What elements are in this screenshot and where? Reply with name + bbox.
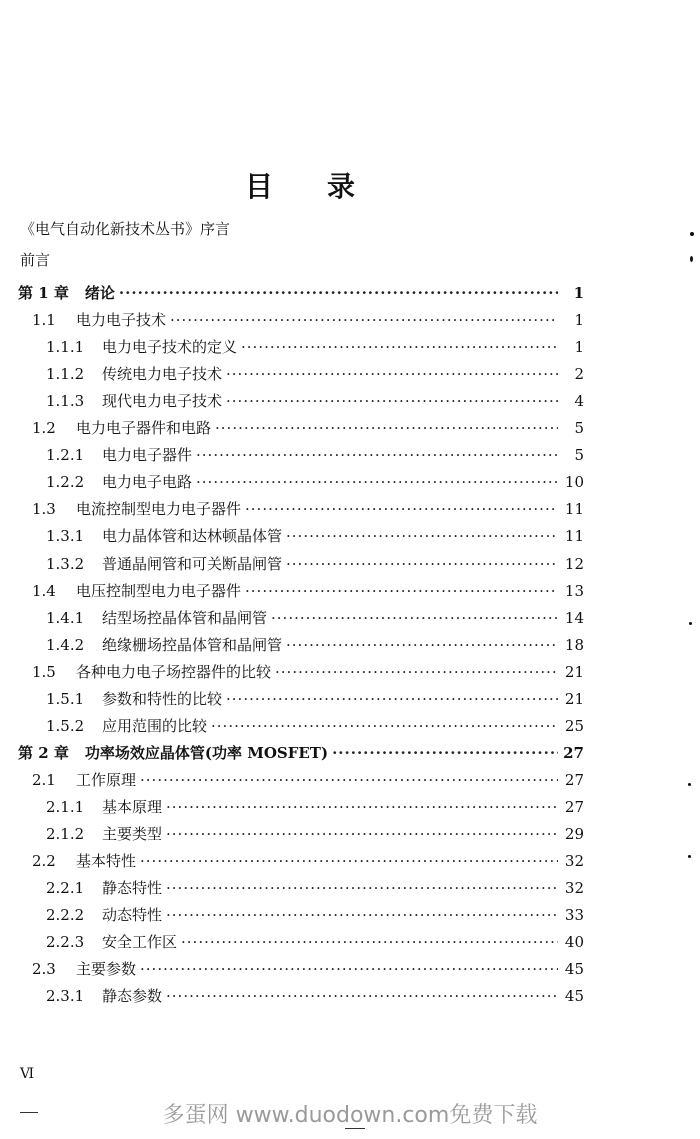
toc-entry-number: 2.3.1 bbox=[46, 987, 85, 1005]
toc-entry-number: 1.5.2 bbox=[46, 717, 85, 735]
toc-entry-number: 2.2.2 bbox=[46, 906, 85, 924]
toc-subsection-row bbox=[46, 363, 584, 385]
toc-entry-number: 1.2.1 bbox=[46, 446, 85, 464]
toc-leader-dots bbox=[166, 904, 558, 926]
title-char-left: 目 bbox=[244, 170, 273, 203]
toc-entry-title: 电力电子器件和电路 bbox=[76, 419, 212, 437]
toc-entry-title: 绪论 bbox=[84, 284, 115, 302]
toc-page-number: 11 bbox=[564, 500, 584, 518]
toc-page-number: 29 bbox=[564, 825, 584, 843]
toc-page-number: 2 bbox=[574, 365, 584, 383]
toc-section-row bbox=[32, 309, 584, 331]
toc-leader-dots bbox=[286, 553, 558, 575]
toc-leader-dots bbox=[166, 985, 558, 1007]
toc-page-number: 32 bbox=[564, 852, 584, 870]
toc-entry-number: 1.4.1 bbox=[46, 609, 85, 627]
toc-entry-title: 基本原理 bbox=[102, 798, 163, 816]
scan-speck bbox=[688, 783, 691, 786]
toc-page-number: 21 bbox=[564, 663, 584, 681]
toc-entry-title: 应用范围的比较 bbox=[102, 717, 208, 735]
toc-leader-dots bbox=[196, 471, 558, 493]
toc-entry-number: 1.4.2 bbox=[46, 636, 85, 654]
toc-entry-title: 功率场效应晶体管(功率 MOSFET) bbox=[84, 744, 329, 762]
toc-leader-dots bbox=[271, 607, 558, 629]
toc-entry-number: 1.1.2 bbox=[46, 365, 85, 383]
toc-subsection-row bbox=[46, 471, 584, 493]
toc-leader-dots bbox=[215, 417, 558, 439]
toc-entry-number: 第 2 章 bbox=[18, 744, 69, 762]
toc-leader-dots bbox=[181, 931, 558, 953]
toc-entry-number: 2.2 bbox=[32, 852, 56, 870]
toc-section-row bbox=[32, 417, 584, 439]
toc-entry-number: 1.5.1 bbox=[46, 690, 85, 708]
toc-entry-number: 2.2.1 bbox=[46, 879, 85, 897]
toc-entry-number: 1.5 bbox=[32, 663, 56, 681]
toc-page-number: 25 bbox=[564, 717, 584, 735]
front-matter-series-preface: 《电气自动化新技术丛书》序言 bbox=[20, 220, 231, 238]
toc-page-number: 1 bbox=[574, 338, 584, 356]
toc-leader-dots bbox=[140, 958, 558, 980]
toc-entry-title: 静态特性 bbox=[102, 879, 163, 897]
toc-entry-number: 2.1.2 bbox=[46, 825, 85, 843]
toc-entry-title: 结型场控晶体管和晶闸管 bbox=[102, 609, 268, 627]
toc-subsection-row bbox=[46, 607, 584, 629]
toc-leader-dots bbox=[211, 715, 558, 737]
toc-page-number: 10 bbox=[564, 473, 584, 491]
toc-subsection-row bbox=[46, 390, 584, 412]
toc-entry-number: 1.2.2 bbox=[46, 473, 85, 491]
toc-page-number: 18 bbox=[564, 636, 584, 654]
toc-page-number: 1 bbox=[573, 284, 584, 302]
toc-subsection-row bbox=[46, 904, 584, 926]
toc-entry-title: 绝缘栅场控晶体管和晶闸管 bbox=[102, 636, 283, 654]
toc-leader-dots bbox=[226, 390, 558, 412]
page-title bbox=[0, 165, 600, 205]
toc-page-number: 40 bbox=[564, 933, 584, 951]
toc-leader-dots bbox=[140, 769, 558, 791]
toc-leader-dots bbox=[166, 877, 558, 899]
toc-entry-title: 基本特性 bbox=[76, 852, 137, 870]
scan-speck bbox=[690, 232, 694, 236]
toc-page-number: 45 bbox=[564, 987, 584, 1005]
toc-entry-title: 静态参数 bbox=[102, 987, 163, 1005]
toc-entry-title: 动态特性 bbox=[102, 906, 163, 924]
toc-leader-dots bbox=[226, 363, 558, 385]
toc-entry-title: 电力电子技术的定义 bbox=[102, 338, 238, 356]
toc-leader-dots bbox=[170, 309, 558, 331]
toc-entry-title: 安全工作区 bbox=[102, 933, 178, 951]
toc-subsection-row bbox=[46, 688, 584, 710]
toc-chapter-row bbox=[18, 282, 584, 304]
toc-entry-title: 工作原理 bbox=[76, 771, 137, 789]
toc-entry-title: 电力晶体管和达林顿晶体管 bbox=[102, 527, 283, 545]
toc-entry-number: 1.4 bbox=[32, 582, 56, 600]
toc-entry-number: 2.1 bbox=[32, 771, 56, 789]
toc-entry-title: 电力电子技术 bbox=[76, 311, 167, 329]
toc-subsection-row bbox=[46, 336, 584, 358]
toc-entry-number: 1.3.2 bbox=[46, 555, 85, 573]
toc-entry-number: 1.3.1 bbox=[46, 527, 85, 545]
watermark: 多蛋网 www.duodown.com免费下载 bbox=[162, 1103, 538, 1128]
toc-entry-title: 电流控制型电力电子器件 bbox=[76, 500, 242, 518]
toc-leader-dots bbox=[245, 580, 558, 602]
toc-leader-dots bbox=[166, 823, 558, 845]
toc-section-row bbox=[32, 661, 584, 683]
toc-entry-title: 电力电子器件 bbox=[102, 446, 193, 464]
toc-entry-title: 普通晶闸管和可关断晶闸管 bbox=[102, 555, 283, 573]
toc-page-number: 1 bbox=[574, 311, 584, 329]
toc-leader-dots bbox=[140, 850, 558, 872]
toc-subsection-row bbox=[46, 877, 584, 899]
toc-entry-title: 现代电力电子技术 bbox=[102, 392, 223, 410]
toc-entry-title: 参数和特性的比较 bbox=[102, 690, 223, 708]
toc-page-number: 11 bbox=[564, 527, 584, 545]
toc-entry-number: 1.2 bbox=[32, 419, 56, 437]
toc-page-number: 27 bbox=[564, 798, 584, 816]
toc-section-row bbox=[32, 769, 584, 791]
toc-entry-title: 主要参数 bbox=[76, 960, 137, 978]
scan-mark bbox=[20, 1112, 38, 1113]
toc-page-number: 5 bbox=[574, 419, 584, 437]
toc-entry-number: 1.3 bbox=[32, 500, 56, 518]
toc-entry-title: 各种电力电子场控器件的比较 bbox=[76, 663, 272, 681]
toc-subsection-row bbox=[46, 823, 584, 845]
toc-page-number: 32 bbox=[564, 879, 584, 897]
scan-speck bbox=[689, 622, 692, 625]
toc-section-row bbox=[32, 580, 584, 602]
toc-page-number: 4 bbox=[574, 392, 584, 410]
toc-subsection-row bbox=[46, 931, 584, 953]
toc-leader-dots bbox=[332, 742, 558, 764]
toc-page-number: 12 bbox=[564, 555, 584, 573]
toc-leader-dots bbox=[241, 336, 558, 358]
toc-page-number: 27 bbox=[564, 771, 584, 789]
toc-entry-number: 第 1 章 bbox=[18, 284, 69, 302]
toc-page-number: 13 bbox=[564, 582, 584, 600]
toc-subsection-row bbox=[46, 525, 584, 547]
toc-leader-dots bbox=[245, 498, 558, 520]
toc-entry-number: 1.1 bbox=[32, 311, 56, 329]
toc-leader-dots bbox=[119, 282, 558, 304]
scan-mark bbox=[345, 1128, 365, 1129]
title-char-right: 录 bbox=[327, 170, 356, 203]
toc-leader-dots bbox=[286, 634, 558, 656]
toc-subsection-row bbox=[46, 985, 584, 1007]
toc-subsection-row bbox=[46, 796, 584, 818]
toc-page-number: 33 bbox=[564, 906, 584, 924]
toc-page-number: 27 bbox=[563, 744, 584, 762]
toc-page-number: 21 bbox=[564, 690, 584, 708]
toc-chapter-row bbox=[18, 742, 584, 764]
toc-leader-dots bbox=[166, 796, 558, 818]
toc-entry-title: 传统电力电子技术 bbox=[102, 365, 223, 383]
toc-entry-number: 2.1.1 bbox=[46, 798, 85, 816]
toc-entry-title: 主要类型 bbox=[102, 825, 163, 843]
toc-page-number: 14 bbox=[564, 609, 584, 627]
toc-subsection-row bbox=[46, 444, 584, 466]
toc-entry-number: 1.1.3 bbox=[46, 392, 85, 410]
toc-entry-number: 2.3 bbox=[32, 960, 56, 978]
toc-entry-number: 2.2.3 bbox=[46, 933, 85, 951]
toc-leader-dots bbox=[226, 688, 558, 710]
toc-page-number: 45 bbox=[564, 960, 584, 978]
toc-entry-number: 1.1.1 bbox=[46, 338, 85, 356]
front-matter-preface: 前言 bbox=[20, 251, 51, 269]
toc-leader-dots bbox=[196, 444, 558, 466]
toc-subsection-row bbox=[46, 634, 584, 656]
toc-section-row bbox=[32, 498, 584, 520]
toc-leader-dots bbox=[286, 525, 558, 547]
toc-entry-title: 电力电子电路 bbox=[102, 473, 193, 491]
scan-speck bbox=[690, 256, 693, 262]
scan-speck bbox=[688, 855, 691, 858]
toc-subsection-row bbox=[46, 715, 584, 737]
toc-section-row bbox=[32, 958, 584, 980]
page-folio: Ⅵ bbox=[20, 1066, 35, 1082]
toc-page-number: 5 bbox=[574, 446, 584, 464]
toc-entry-title: 电压控制型电力电子器件 bbox=[76, 582, 242, 600]
toc-subsection-row bbox=[46, 553, 584, 575]
toc-section-row bbox=[32, 850, 584, 872]
toc-leader-dots bbox=[275, 661, 558, 683]
